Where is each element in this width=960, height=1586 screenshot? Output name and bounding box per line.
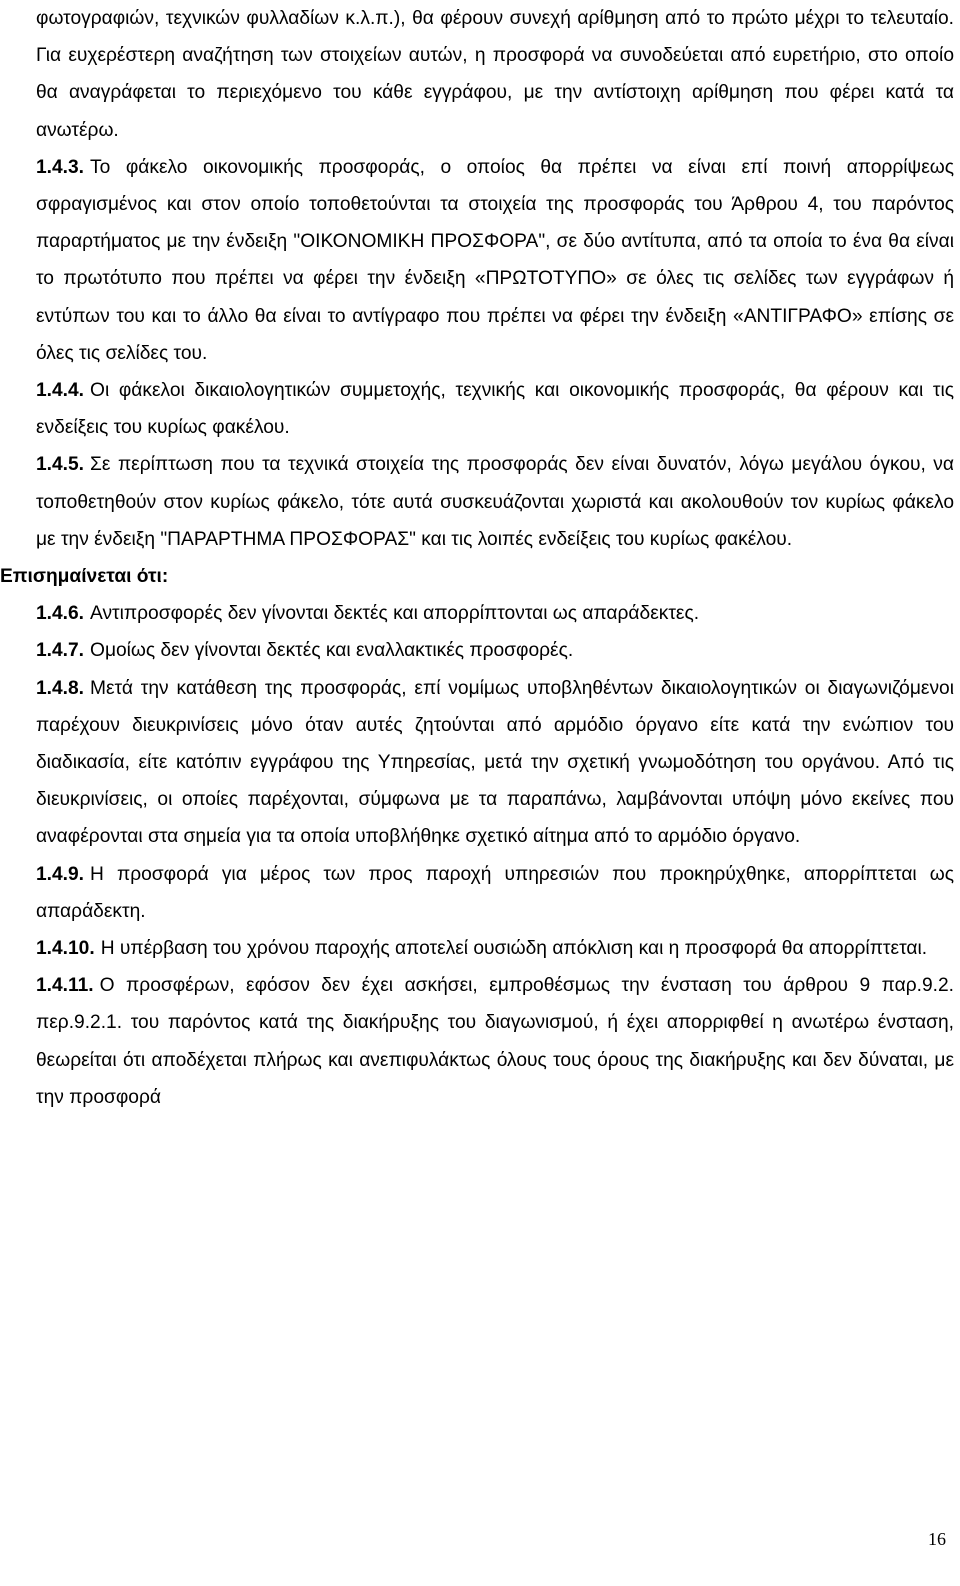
- paragraph-number: 1.4.3.: [36, 156, 85, 178]
- paragraph-text: φωτογραφιών, τεχνικών φυλλαδίων κ.λ.π.), θα φέρουν συνεχή αρίθμηση από το πρώτο μέχρι το τελευταίο. Για ευχερέστερη αναζήτηση των στοιχείων αυτών, η προσφορά να συνοδεύεται από ευρετήριο, στο οποίο θα αναγράφεται το περιεχόμενο του κάθε εγγράφου, με την αντίστοιχη αρίθμηση που φέρει κατά τα ανωτέρω.: [36, 8, 954, 141]
- paragraph-1-4-5: [36, 446, 954, 558]
- paragraph-text: Η προσφορά για μέρος των προς παροχή υπηρεσιών που προκηρύχθηκε, απορρίπτεται ως απαράδεκτη.: [36, 863, 954, 922]
- paragraph-1-4-11: [36, 967, 954, 1116]
- paragraph-1-4-4: [36, 372, 954, 446]
- paragraph-text: Ομοίως δεν γίνονται δεκτές και εναλλακτικές προσφορές.: [90, 640, 574, 662]
- paragraph-number: 1.4.4.: [36, 380, 85, 402]
- paragraph-text: Οι φάκελοι δικαιολογητικών συμμετοχής, τεχνικής και οικονομικής προσφοράς, θα φέρουν και τις ενδείξεις του κυρίως φακέλου.: [36, 380, 954, 439]
- paragraph-text: Το φάκελο οικονομικής προσφοράς, ο οποίος θα πρέπει να είναι επί ποινή απορρίψεως σφραγισμένος και στον οποίο τοποθετούνται τα στοιχεία της προσφοράς του Άρθρου 4, του παρόντος παραρτήματος με την ένδειξη "ΟΙΚΟΝΟΜΙΚΗ ΠΡΟΣΦΟΡΑ", σε δύο αντίτυπα, από τα οποία το ένα θα είναι το πρωτότυπο που πρέπει να φέρει την ένδειξη «ΠΡΩΤΟΤΥΠΟ» σε όλες τις σελίδες των εγγράφων ή εντύπων του και το άλλο θα είναι το αντίγραφο που πρέπει να φέρει την ένδειξη «ΑΝΤΙΓΡΑΦΟ» επίσης σε όλες τις σελίδες του.: [36, 156, 954, 364]
- paragraph-1-4-10: [36, 930, 954, 967]
- paragraph-1-4-6: [36, 595, 954, 632]
- paragraph-number: 1.4.8.: [36, 677, 85, 699]
- paragraph-text: Αντιπροσφορές δεν γίνονται δεκτές και απορρίπτονται ως απαράδεκτες.: [90, 603, 700, 625]
- paragraph-number: 1.4.6.: [36, 603, 85, 625]
- paragraph-1-4-3: [36, 149, 954, 372]
- paragraph-number: 1.4.5.: [36, 454, 85, 476]
- paragraph-number: 1.4.7.: [36, 640, 85, 662]
- paragraph-1-4-8: [36, 670, 954, 856]
- paragraph-text: Ο προσφέρων, εφόσον δεν έχει ασκήσει, εμπροθέσμως την ένσταση του άρθρου 9 παρ.9.2. περ.9.2.1. του παρόντος κατά της διακήρυξης του διαγωνισμού, ή έχει απορριφθεί η ανωτέρω ένσταση, θεωρείται ότι αποδέχεται πλήρως και ανεπιφυλάκτως όλους τους όρους της διακήρυξης και δεν δύναται, με την προσφορά: [36, 975, 954, 1108]
- paragraph-1-4-9: [36, 856, 954, 930]
- paragraph-text: Η υπέρβαση του χρόνου παροχής αποτελεί ουσιώδη απόκλιση και η προσφορά θα απορρίπτεται.: [100, 938, 928, 960]
- paragraph-1-4-7: [36, 632, 954, 669]
- paragraph-number: 1.4.9.: [36, 863, 85, 885]
- paragraph-number: 1.4.10.: [36, 938, 95, 960]
- paragraph-text: Μετά την κατάθεση της προσφοράς, επί νομίμως υποβληθέντων δικαιολογητικών οι διαγωνιζόμενοι παρέχουν διευκρινίσεις μόνο όταν αυτές ζητούνται από αρμόδιο όργανο είτε κατά την ενώπιον του διαδικασία, είτε κατόπιν εγγράφου της Υπηρεσίας, μετά την σχετική γνωμοδότηση του οργάνου. Από τις διευκρινίσεις, οι οποίες παρέχονται, σύμφωνα με τα παραπάνω, λαμβάνονται υπόψη μόνο εκείνες που αναφέρονται στα σημεία για τα οποία υποβλήθηκε σχετικό αίτημα από το αρμόδιο όργανο.: [36, 677, 954, 848]
- page-number: 16: [928, 1529, 946, 1549]
- paragraph-text: Σε περίπτωση που τα τεχνικά στοιχεία της προσφοράς δεν είναι δυνατόν, λόγω μεγάλου όγκου, να τοποθετηθούν στον κυρίως φάκελο, τότε αυτά συσκευάζονται χωριστά και ακολουθούν τον κυρίως φάκελο με την ένδειξη "ΠΑΡΑΡΤΗΜΑ ΠΡΟΣΦΟΡΑΣ" και τις λοιπές ενδείξεις του κυρίως φακέλου.: [36, 454, 954, 550]
- paragraph-continuation: [36, 0, 954, 149]
- paragraph-number: 1.4.11.: [36, 975, 94, 997]
- section-heading: Επισημαίνεται ότι:: [0, 566, 169, 588]
